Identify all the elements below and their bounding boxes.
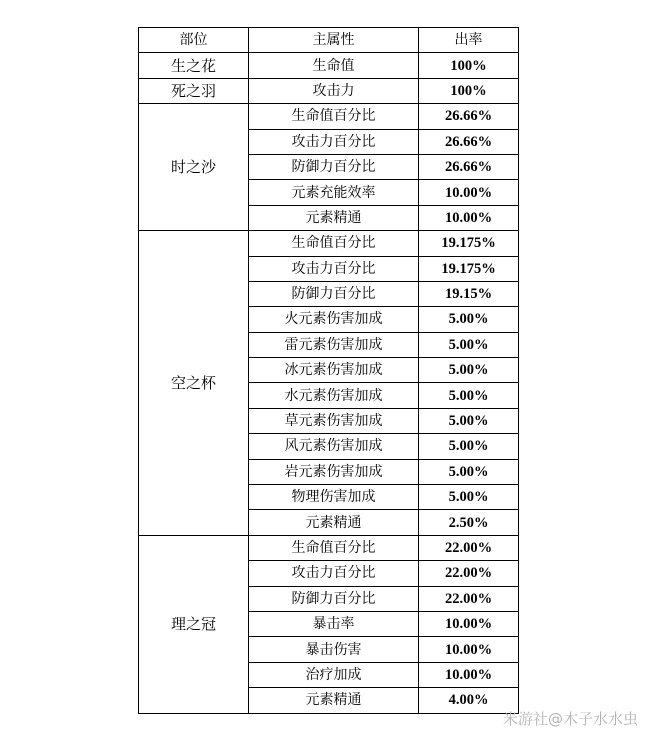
- main-stat-cell: 攻击力百分比: [249, 561, 419, 586]
- rate-cell: 5.00%: [419, 434, 519, 459]
- main-stat-cell: 元素精通: [249, 205, 419, 230]
- main-stat-cell: 攻击力: [249, 78, 419, 103]
- header-main-stat: 主属性: [249, 28, 419, 53]
- rate-cell: 5.00%: [419, 358, 519, 383]
- header-part: 部位: [139, 28, 249, 53]
- main-stat-cell: 生命值百分比: [249, 104, 419, 129]
- table-row: [139, 104, 519, 129]
- table-row: [139, 231, 519, 256]
- main-stat-cell: 元素充能效率: [249, 180, 419, 205]
- part-cell: 时之沙: [139, 104, 249, 231]
- rate-cell: 10.00%: [419, 611, 519, 636]
- rate-cell: 19.175%: [419, 231, 519, 256]
- rate-cell: 10.00%: [419, 205, 519, 230]
- rate-cell: 26.66%: [419, 154, 519, 179]
- main-stat-cell: 治疗加成: [249, 662, 419, 687]
- rate-cell: 5.00%: [419, 408, 519, 433]
- rate-cell: 100%: [419, 78, 519, 103]
- table-row: [139, 535, 519, 560]
- header-rate: 出率: [419, 28, 519, 53]
- main-stat-cell: 元素精通: [249, 510, 419, 535]
- main-stat-cell: 攻击力百分比: [249, 129, 419, 154]
- part-cell: 死之羽: [139, 78, 249, 103]
- rate-cell: 5.00%: [419, 485, 519, 510]
- rate-cell: 2.50%: [419, 510, 519, 535]
- rate-cell: 10.00%: [419, 662, 519, 687]
- part-cell: 空之杯: [139, 231, 249, 536]
- rate-cell: 100%: [419, 53, 519, 78]
- table-body: [139, 53, 519, 713]
- rate-cell: 19.15%: [419, 281, 519, 306]
- main-stat-cell: 生命值: [249, 53, 419, 78]
- rate-cell: 22.00%: [419, 535, 519, 560]
- main-stat-cell: 暴击伤害: [249, 637, 419, 662]
- main-stat-cell: 生命值百分比: [249, 231, 419, 256]
- main-stat-cell: 攻击力百分比: [249, 256, 419, 281]
- main-stat-cell: 冰元素伤害加成: [249, 358, 419, 383]
- artifact-main-stat-table: [138, 27, 519, 714]
- rate-cell: 22.00%: [419, 561, 519, 586]
- main-stat-cell: 元素精通: [249, 688, 419, 713]
- rate-cell: 26.66%: [419, 104, 519, 129]
- main-stat-cell: 防御力百分比: [249, 154, 419, 179]
- main-stat-cell: 岩元素伤害加成: [249, 459, 419, 484]
- main-stat-cell: 暴击率: [249, 611, 419, 636]
- main-stat-cell: 风元素伤害加成: [249, 434, 419, 459]
- part-cell: 生之花: [139, 53, 249, 78]
- main-stat-cell: 火元素伤害加成: [249, 307, 419, 332]
- rate-cell: 5.00%: [419, 332, 519, 357]
- main-stat-cell: 水元素伤害加成: [249, 383, 419, 408]
- rate-cell: 26.66%: [419, 129, 519, 154]
- main-stat-cell: 生命值百分比: [249, 535, 419, 560]
- part-cell: 理之冠: [139, 535, 249, 713]
- rate-cell: 10.00%: [419, 180, 519, 205]
- watermark-text: 米游社@木子水水虫: [502, 710, 638, 728]
- rate-cell: 10.00%: [419, 637, 519, 662]
- main-stat-cell: 草元素伤害加成: [249, 408, 419, 433]
- rate-cell: 19.175%: [419, 256, 519, 281]
- rate-cell: 22.00%: [419, 586, 519, 611]
- main-stat-cell: 防御力百分比: [249, 586, 419, 611]
- rate-cell: 4.00%: [419, 688, 519, 713]
- header-row: [139, 28, 519, 53]
- main-stat-cell: 物理伤害加成: [249, 485, 419, 510]
- rate-cell: 5.00%: [419, 459, 519, 484]
- rate-cell: 5.00%: [419, 307, 519, 332]
- table-row: [139, 78, 519, 103]
- rate-cell: 5.00%: [419, 383, 519, 408]
- main-stat-cell: 雷元素伤害加成: [249, 332, 419, 357]
- main-stat-cell: 防御力百分比: [249, 281, 419, 306]
- table-row: [139, 53, 519, 78]
